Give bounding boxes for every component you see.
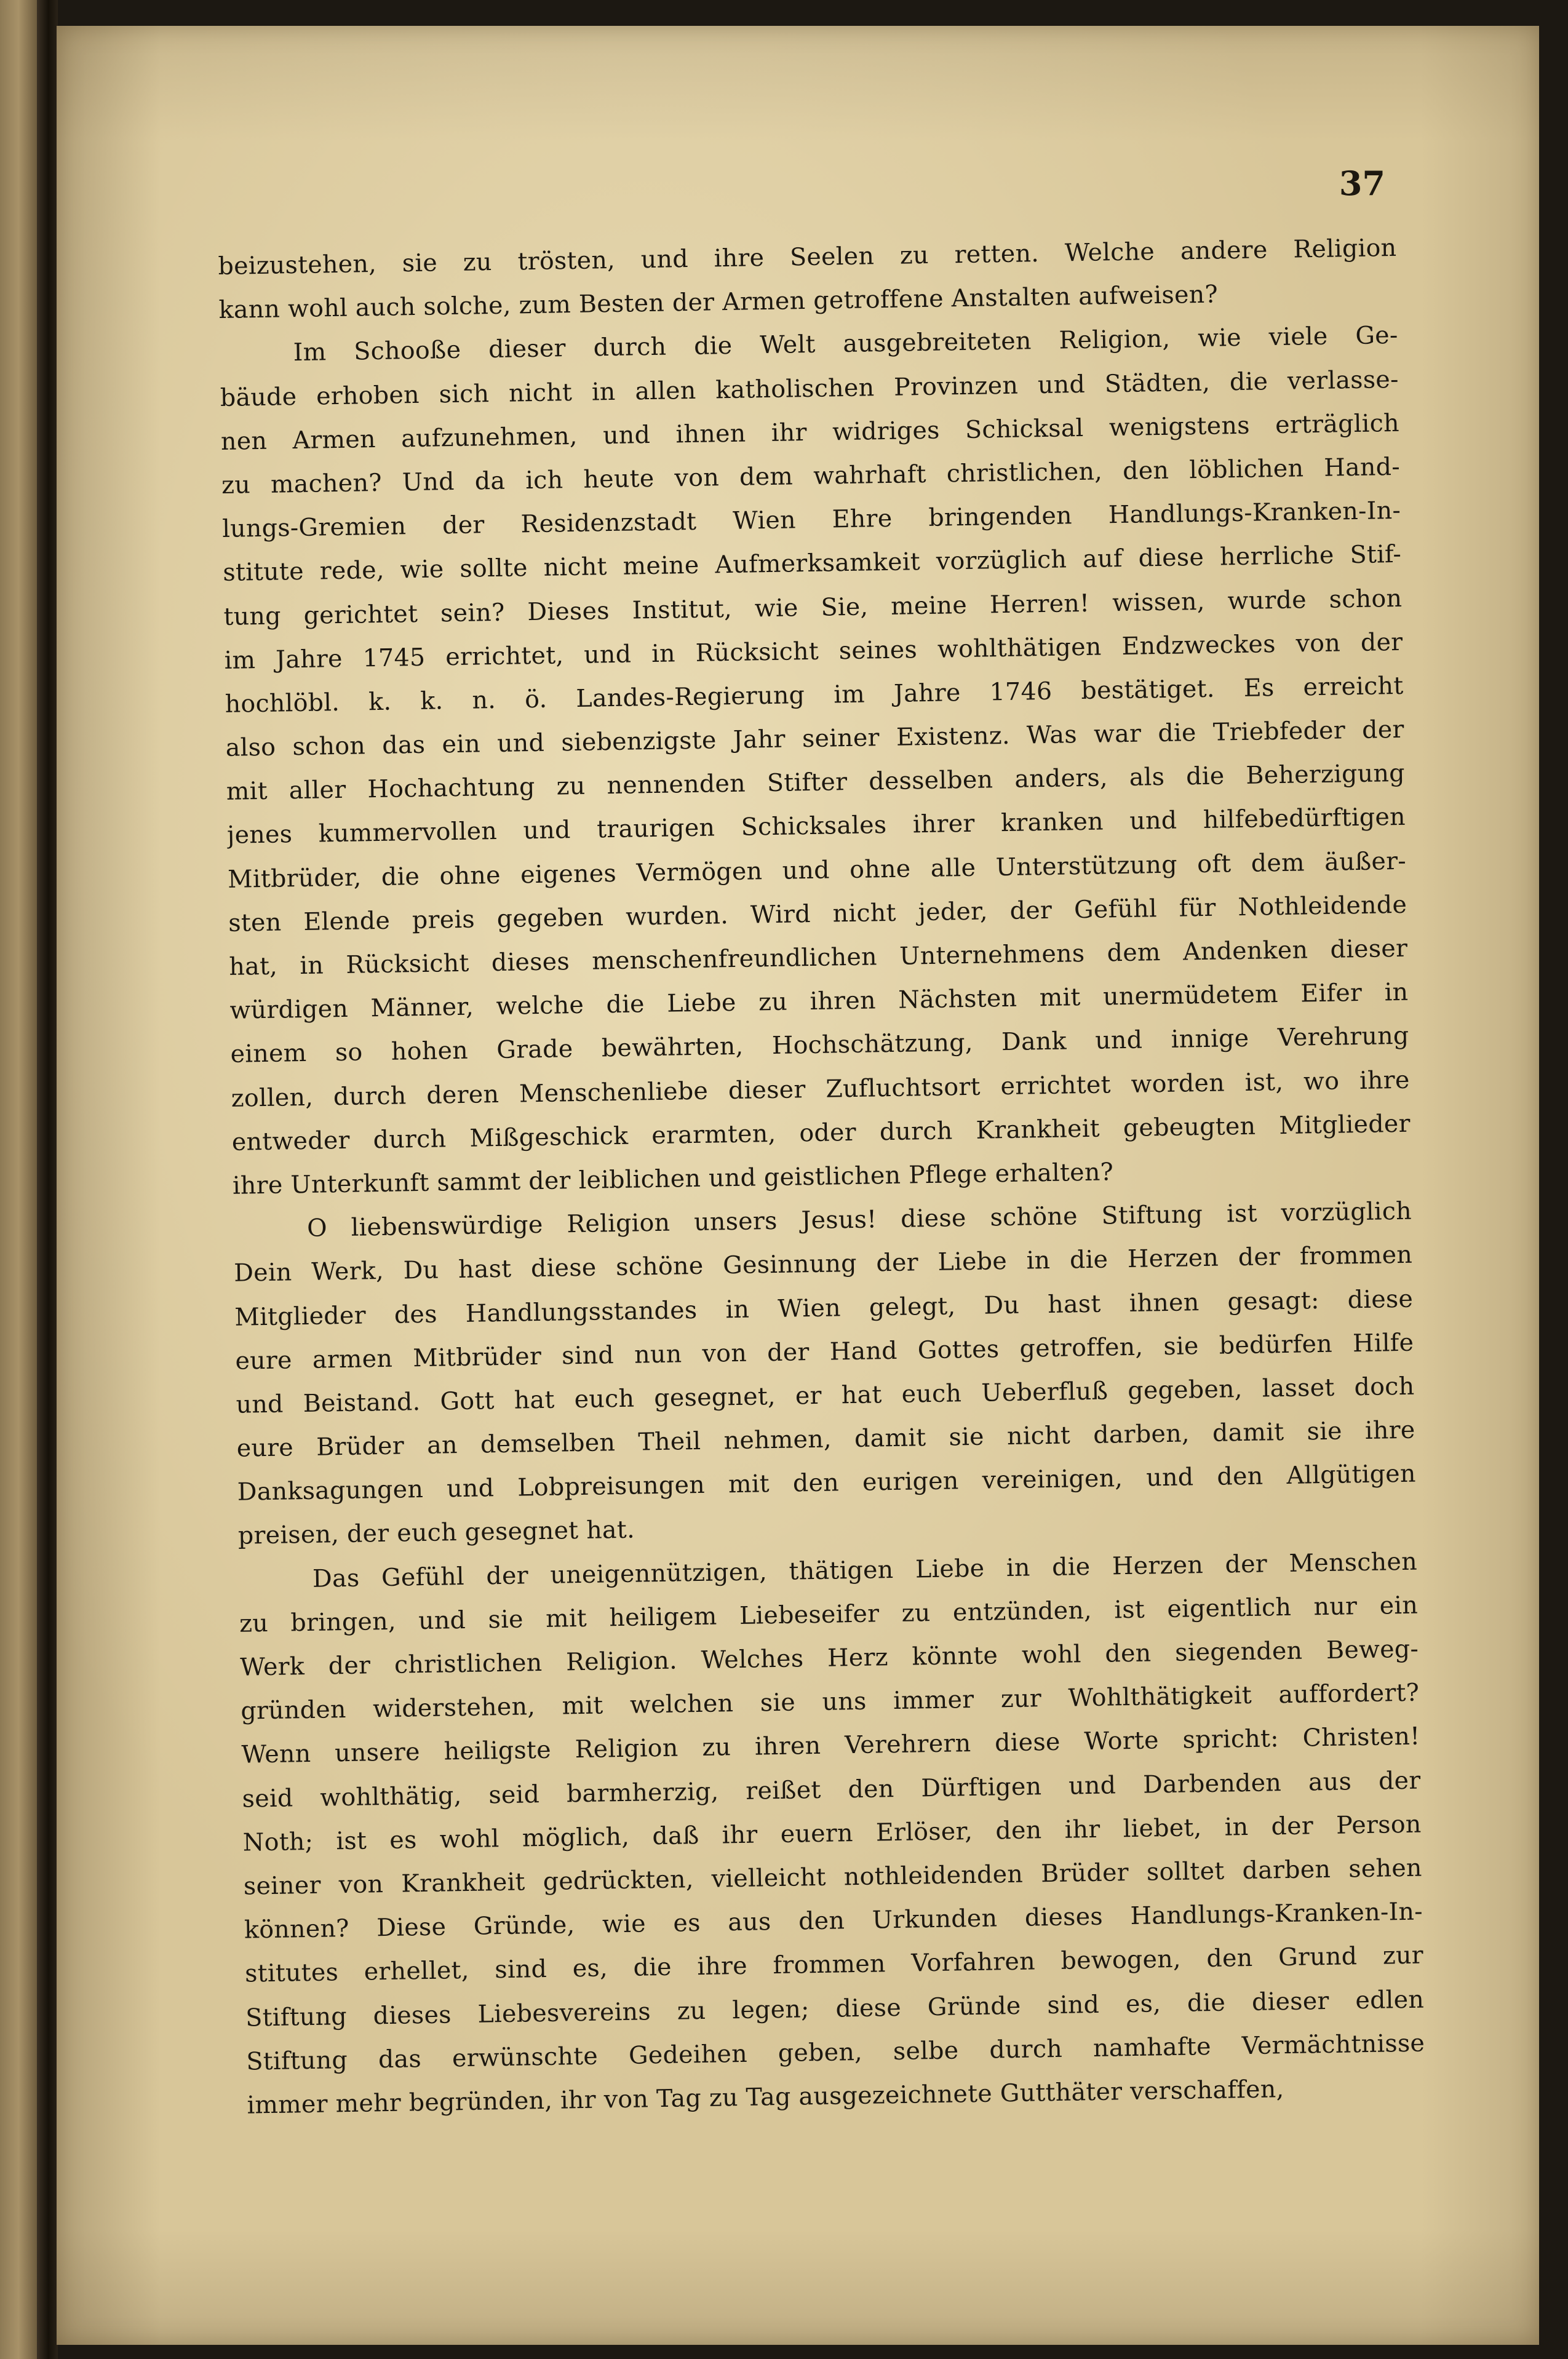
text-line: Dein Werk, Du hast diese schöne Gesinnung der Liebe in die Herzen der frommen xyxy=(233,1241,1413,1288)
text-line: immer mehr begründen, ihr von Tag zu Tag ausgezeichnete Gutthäter verschaffen, xyxy=(247,2075,1284,2120)
text-line: bäude erhoben sich nicht in allen katholischen Provinzen und Städten, die verlasse- xyxy=(220,365,1399,412)
text-line: nen Armen aufzunehmen, und ihnen ihr widriges Schicksal wenigstens erträglich xyxy=(220,408,1400,456)
text-line: Stiftung das erwünschte Gedeihen geben, selbe durch namhafte Vermächtnisse xyxy=(246,2029,1425,2076)
text-line: Stiftung dieses Liebesvereins zu legen; diese Gründe sind es, die dieser edlen xyxy=(245,1985,1425,2032)
text-line: Werk der christlichen Religion. Welches Herz könnte wohl den siegenden Beweg- xyxy=(239,1634,1419,1682)
text-line: Mitbrüder, die ohne eigenes Vermögen und ohne alle Unterstützung oft dem äußer- xyxy=(227,846,1407,894)
paragraph xyxy=(239,1540,1426,2127)
text-line: hat, in Rücksicht dieses menschenfreundlichen Unternehmens dem Andenken dieser xyxy=(229,934,1408,981)
text-line: kann wohl auch solche, zum Besten der Armen getroffene Anstalten aufweisen? xyxy=(218,280,1219,325)
text-line: O liebenswürdige Religion unsers Jesus! diese schöne Stiftung ist vorzüglich xyxy=(306,1196,1412,1243)
text-line: zollen, durch deren Menschenliebe dieser Zufluchtsort errichtet worden ist, wo ihre xyxy=(231,1065,1410,1113)
text-line: entweder durch Mißgeschick erarmten, oder durch Krankheit gebeugten Mitglieder xyxy=(231,1109,1411,1156)
text-line: sten Elende preis gegeben wurden. Wird nicht jeder, der Gefühl für Nothleidende xyxy=(228,890,1407,937)
text-line: also schon das ein und siebenzigste Jahr seiner Existenz. Was war die Triebfeder der xyxy=(225,715,1404,762)
paragraph xyxy=(233,1190,1417,1559)
text-line: stitutes erhellet, sind es, die ihre frommen Vorfahren bewogen, den Grund zur xyxy=(244,1941,1424,1989)
text-line: beizustehen, sie zu trösten, und ihre Seelen zu retten. Welche andere Religion xyxy=(218,233,1397,280)
text-line: mit aller Hochachtung zu nennenden Stifter desselben anders, als die Beherzigung xyxy=(226,759,1406,806)
text-line: können? Diese Gründe, wie es aus den Urkunden dieses Handlungs-Kranken-In- xyxy=(244,1897,1423,1944)
text-line: Mitglieder des Handlungsstandes in Wien gelegt, Du hast ihnen gesagt: diese xyxy=(234,1284,1414,1332)
book-page xyxy=(57,26,1539,2345)
text-line: und Beistand. Gott hat euch gesegnet, er hat euch Ueberfluß gegeben, lasset doch xyxy=(236,1372,1415,1419)
text-line: würdigen Männer, welche die Liebe zu ihren Nächsten mit unermüdetem Eifer in xyxy=(229,977,1409,1025)
text-line: einem so hohen Grade bewährten, Hochschätzung, Dank und innige Verehrung xyxy=(230,1022,1409,1069)
paragraph xyxy=(219,314,1411,1208)
text-line: jenes kummervollen und traurigen Schicksales ihrer kranken und hilfebedürftigen xyxy=(226,803,1406,850)
text-line: Wenn unsere heiligste Religion zu ihren Verehrern diese Worte spricht: Christen! xyxy=(241,1722,1420,1770)
body-text xyxy=(218,226,1426,2128)
text-line: stitute rede, wie sollte nicht meine Aufmerksamkeit vorzüglich auf diese herrliche Stif- xyxy=(223,540,1402,587)
text-line: Noth; ist es wohl möglich, daß ihr euern Erlöser, den ihr liebet, in der Person xyxy=(242,1810,1422,1857)
book-gutter xyxy=(37,0,58,2359)
left-page-edge xyxy=(0,0,37,2359)
page-number: 37 xyxy=(1339,164,1385,203)
text-line: gründen widerstehen, mit welchen sie uns immer zur Wohlthätigkeit auffordert? xyxy=(241,1678,1420,1725)
text-line: Im Schooße dieser durch die Welt ausgebreiteten Religion, wie viele Ge- xyxy=(293,321,1398,367)
text-line: seid wohlthätig, seid barmherzig, reißet den Dürftigen und Darbenden aus der xyxy=(242,1766,1421,1813)
text-line: Danksagungen und Lobpreisungen mit den eurigen vereinigen, und den Allgütigen xyxy=(237,1459,1416,1507)
text-line: preisen, der euch gesegnet hat. xyxy=(237,1516,635,1551)
text-line: zu bringen, und sie mit heiligem Liebeseifer zu entzünden, ist eigentlich nur ein xyxy=(239,1591,1419,1638)
text-line: zu machen? Und da ich heute von dem wahrhaft christlichen, den löblichen Hand- xyxy=(221,452,1401,499)
text-line: eure Brüder an demselben Theil nehmen, damit sie nicht darben, damit sie ihre xyxy=(236,1415,1415,1463)
text-line: lungs-Gremien der Residenzstadt Wien Ehre bringenden Handlungs-Kranken-In- xyxy=(221,496,1401,544)
text-line: eure armen Mitbrüder sind nun von der Hand Gottes getroffen, sie bedürfen Hilfe xyxy=(235,1328,1414,1375)
text-line: Das Gefühl der uneigennützigen, thätigen Liebe in die Herzen der Menschen xyxy=(312,1547,1418,1593)
text-line: ihre Unterkunft sammt der leiblichen und geistlichen Pflege erhalten? xyxy=(232,1158,1114,1200)
text-line: hochlöbl. k. k. n. ö. Landes-Regierung im Jahre 1746 bestätiget. Es erreicht xyxy=(225,671,1404,718)
text-line: im Jahre 1745 errichtet, und in Rücksicht seines wohlthätigen Endzweckes von der xyxy=(224,627,1403,675)
text-line: seiner von Krankheit gedrückten, vielleicht nothleidenden Brüder solltet darben sehen xyxy=(243,1853,1423,1901)
text-line: tung gerichtet sein? Dieses Institut, wie Sie, meine Herren! wissen, wurde schon xyxy=(223,584,1403,631)
